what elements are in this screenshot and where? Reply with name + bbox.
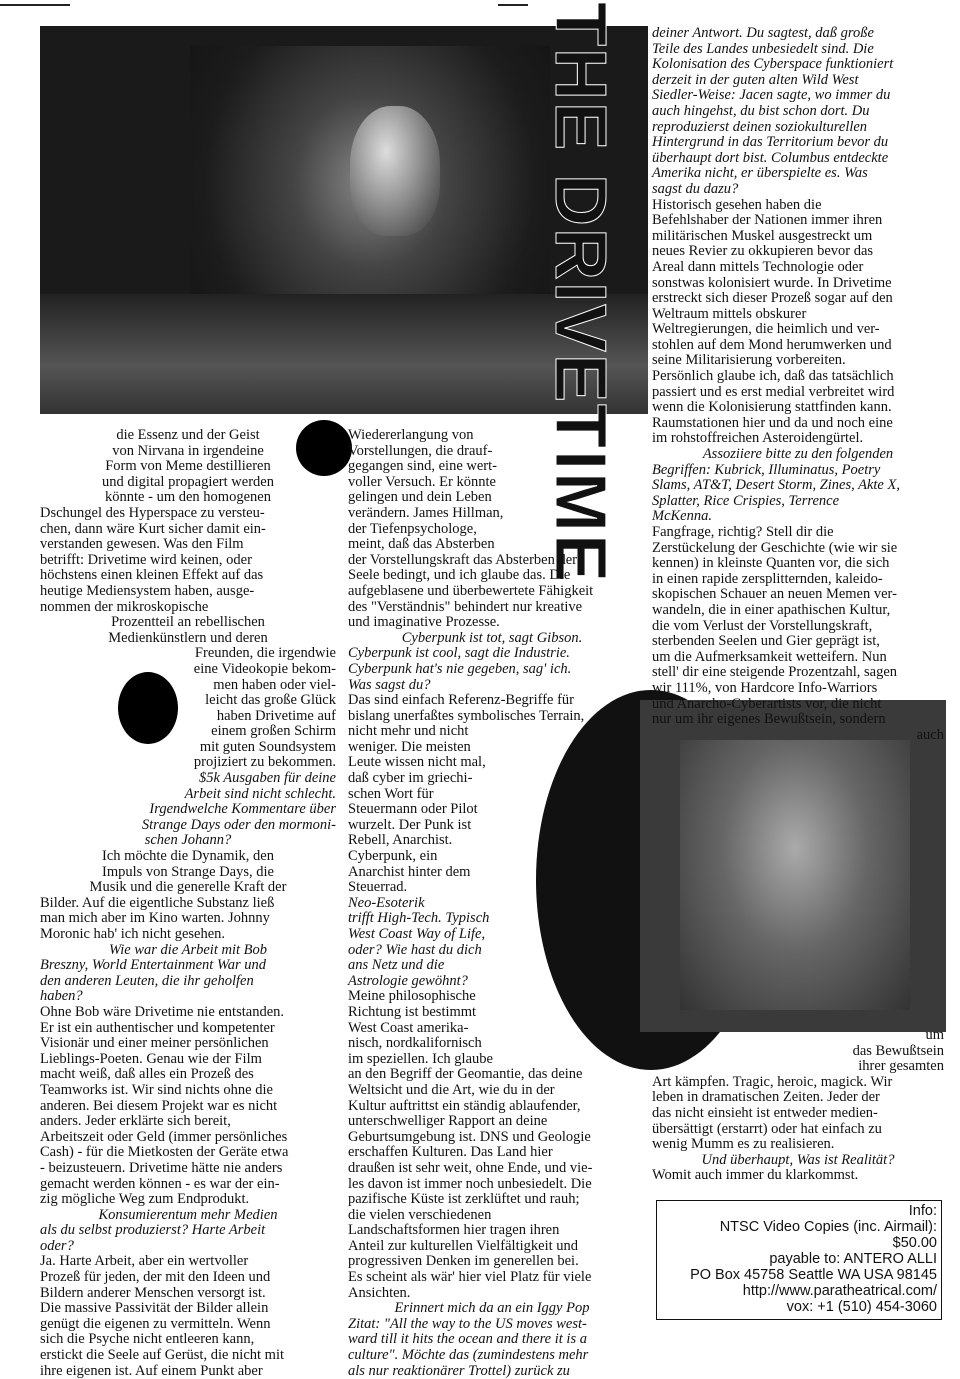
text-line: Raumstationen hier und da und noch eine: [652, 414, 893, 431]
info-price: $50.00: [892, 1235, 937, 1251]
text-line: des "Verständnis" behindert nur kreative: [348, 598, 583, 615]
info-website[interactable]: http://www.paratheatrical.com/: [742, 1283, 937, 1299]
text-line: Slams, AT&T, Desert Storm, Zines, Akte X,: [652, 477, 900, 494]
text-line: Arbeit sind nicht schlecht.: [184, 785, 336, 802]
text-line: Medienkünstlern und deren: [108, 629, 268, 646]
text-line: Geburtsumgebung ist. DNS und Geologie: [348, 1128, 591, 1145]
text-line: betrifft: Drivetime wird keinen, oder: [40, 551, 252, 568]
text-line: Fangfrage, richtig? Stell dir die: [652, 524, 834, 540]
text-line: den anderen Leuten, die ihr geholfen: [40, 972, 254, 989]
text-line: wurzelt. Der Punk ist: [348, 816, 472, 833]
text-line: progressiven Denken im generellen bei.: [348, 1253, 579, 1270]
text-line: ward till it hits the ocean and there it is a: [348, 1331, 587, 1348]
text-line: Moronic hab' ich nicht gesehen.: [40, 926, 226, 942]
text-line: aufgeblasene und überbewertete Fähigkeit: [348, 582, 594, 599]
text-line: Ohne Bob wäre Drivetime nie entstanden.: [40, 1003, 285, 1020]
text-line: Irgendwelche Kommentare über: [149, 801, 336, 818]
text-line: verstanden gewesen. Was den Film: [40, 536, 244, 553]
text-line: Richtung ist bestimmt: [348, 1003, 477, 1020]
info-phone: vox: +1 (510) 454-3060: [786, 1299, 937, 1315]
text-line: nommen der mikroskopische: [40, 598, 209, 615]
text-line: und imaginative Prozesse.: [348, 614, 500, 631]
text-line: gegangen sind, eine wert-: [348, 458, 497, 475]
text-line: Bildern anderer Menschen versorgt ist.: [40, 1284, 266, 1301]
text-line: Weltsicht und die Art, wie du in der: [348, 1081, 555, 1098]
text-line: Cyberpunk ist tot, sagt Gibson.: [401, 629, 583, 646]
text-line: Astrologie gewöhnt?: [348, 972, 468, 989]
text-line: Kultur auftrittst ein ständig ablaufender,: [348, 1097, 581, 1114]
text-line: haben?: [40, 988, 83, 1005]
text-line: meint, daß das Absterben: [348, 536, 495, 553]
text-line: Kolonisation des Cyberspace funktioniert: [652, 56, 894, 73]
text-line: erstreckt sich dieser Prozeß sogar auf den: [652, 290, 893, 307]
text-line: Cyberpunk ist cool, sagt die Industrie.: [348, 645, 570, 662]
text-line: schen Johann?: [144, 832, 232, 849]
text-line: Breszny, World Entertainment War und: [40, 957, 266, 974]
text-line: draußen ist sehr weit, ohne Ende, und vie-: [348, 1159, 593, 1176]
text-line: Dschungel des Hyperspace zu versteu-: [40, 504, 265, 521]
text-line: sterbenden Seelen und Gier geprägt ist,: [652, 633, 880, 650]
text-line: genügt die eigenen zu vermitteln. Wenn: [40, 1315, 271, 1332]
text-line: Wiedererlangung von: [348, 427, 474, 443]
text-line: Visionär und einer meiner persönlichen: [40, 1035, 269, 1052]
text-line: Cyberpunk, ein: [348, 848, 438, 865]
text-line: Es scheint als wär' hier viel Platz für viele: [348, 1269, 592, 1286]
text-line: wenn die Kolonisierung stattfinden kann.: [652, 399, 892, 416]
text-line: Splatter, Rice Crispies, Terrence: [652, 492, 840, 509]
text-line: Die massive Passivität der Bilder allein: [40, 1300, 269, 1317]
text-line: Art kämpfen. Tragic, heroic, magick. Wir: [652, 1073, 893, 1090]
text-line: reproduzierst deinen soziokulturellen: [652, 118, 868, 135]
text-line: Leute wissen nicht mal,: [348, 754, 486, 771]
text-line: bislang unerfaßtes symbolisches Terrain,: [348, 707, 585, 724]
text-line: stohlen auf dem Mond herumwerken und: [652, 336, 892, 353]
text-line: eine Videokopie bekom-: [193, 660, 336, 677]
text-line: Wie war die Arbeit mit Bob: [108, 941, 267, 958]
text-line: Impuls von Strange Days, die: [102, 863, 274, 880]
text-line: heutige Mediensystem haben, ausge-: [40, 582, 255, 599]
text-line: McKenna.: [652, 508, 712, 525]
text-line: Ich möchte die Dynamik, den: [102, 848, 274, 865]
text-line: Siedler-Weise: Jacen sagte, wo immer du: [652, 87, 891, 104]
column-right-bottom: [652, 1028, 944, 1184]
text-line: das nicht einsieht ist entweder medien-: [652, 1104, 878, 1121]
text-line: schen Wort für: [348, 785, 434, 802]
photo-head: [350, 106, 440, 236]
text-line: - beizusteuern. Drivetime hätte nie anders: [40, 1159, 283, 1176]
text-line: projiziert zu bekommen.: [193, 754, 336, 771]
photo-portrait-glow: [680, 740, 910, 1010]
text-line: im speziellen. Ich glaube: [348, 1050, 493, 1067]
text-line: sich die Psyche nicht entleeren kann,: [40, 1331, 255, 1348]
text-line: leicht das große Glück: [205, 692, 336, 709]
text-line: Und überhaupt, Was ist Realität?: [701, 1151, 895, 1168]
text-line: Weltregierungen, die heimlich und ver-: [652, 321, 880, 338]
text-line: oder? Wie hast du dich: [348, 941, 482, 958]
text-line: Bilder. Auf die eigentliche Substanz ließ: [40, 894, 275, 911]
column-middle: [348, 428, 636, 1379]
text-line: haben Drivetime auf: [216, 707, 336, 724]
text-line: Persönlich glaube ich, daß das tatsächlich: [652, 368, 894, 385]
page-title-text: THE DRIVETIME: [540, 1, 620, 585]
text-line: überhaupt dort bist. Columbus entdeckte: [652, 149, 889, 166]
text-line: seine Militarisierung vorbereiten.: [652, 352, 846, 369]
text-line: Konsumierentum mehr Medien: [98, 1206, 278, 1223]
text-line: Steuermann oder Pilot: [348, 801, 478, 818]
text-line: zig mögliche Weg zum Endprodukt.: [40, 1191, 250, 1208]
text-line: mit guten Soundsystem: [199, 738, 336, 755]
text-line: ihre eigenen ist. Auf einem Punkt aber: [40, 1362, 263, 1379]
text-line: Musik und die generelle Kraft der: [89, 879, 287, 896]
info-payable: payable to: ANTERO ALLI: [769, 1251, 937, 1267]
text-line: Meine philosophische: [348, 988, 476, 1005]
text-line: Rebell, Anarchist.: [348, 832, 453, 849]
text-line: Seele bedingt, und ich glaube das. Die: [348, 567, 571, 584]
text-line: Teamworks ist. Wir sind nichts ohne die: [40, 1081, 273, 1098]
text-line: Weltraum mittels obskurer: [652, 305, 807, 322]
text-line: übersättigt (erstarrt) oder hat einfach zu: [652, 1120, 882, 1137]
text-line: Steuerrad.: [348, 879, 408, 896]
text-line: Befehlshaber der Nationen immer ihren: [652, 212, 883, 229]
text-line: die vielen verschiedenen: [348, 1206, 492, 1223]
text-line: ans Netz und die: [348, 957, 445, 974]
text-line: leben in dramatischen Zeiten. Jeder der: [652, 1089, 880, 1106]
text-line: anders. Jeder erklärte sich bereit,: [40, 1113, 231, 1130]
text-line: Form von Meme destillieren: [105, 458, 271, 475]
text-line: skopischen Schauer an neuen Memen ver-: [652, 586, 897, 603]
text-line: Erinnert mich da an ein Iggy Pop: [394, 1300, 590, 1317]
top-rule-left: [0, 4, 70, 6]
text-line: Neo-Esoterik: [348, 894, 425, 911]
text-line: Areal dann mittels Technologie oder: [652, 258, 864, 275]
text-line: einem großen Schirm: [211, 723, 336, 740]
text-line: trifft High-Tech. Typisch: [348, 910, 490, 927]
text-line: men haben oder viel-: [213, 676, 336, 693]
text-line: im rohstoffreichen Asteroidengürtel.: [652, 430, 864, 447]
photo-portrait: [640, 700, 946, 1032]
text-line: nur um ihr eigenes Bewußtsein, sondern: [652, 711, 886, 728]
text-line: um: [925, 1027, 944, 1043]
text-line: West Coast Way of Life,: [348, 926, 486, 942]
text-line: Amerika nicht, er überspielte es. Was: [652, 165, 868, 182]
text-line: unterschwelliger Rapport an deine: [348, 1113, 548, 1130]
text-line: auch: [916, 726, 944, 743]
top-rule-mid: [498, 4, 528, 6]
text-line: wir 111%, von Hardcore Info-Warriors: [652, 679, 878, 696]
text-line: oder?: [40, 1237, 74, 1254]
text-line: verändern. James Hillman,: [348, 504, 504, 521]
text-line: passiert und es erst medial verbreitet wird: [652, 383, 895, 400]
text-line: Ansichten.: [348, 1284, 411, 1301]
text-line: wandeln, die in einer apathischen Kultur,: [652, 601, 891, 618]
text-line: von Nirvana in irgendeine: [112, 442, 264, 459]
text-line: Vorstellungen, die drauf-: [348, 442, 493, 459]
text-line: stell' dir eine steigende Prozentzahl, sagen: [652, 664, 897, 681]
text-line: daß cyber im griechi-: [348, 770, 473, 787]
text-line: die vom Verlust der Vorstellungskraft,: [652, 617, 873, 634]
text-line: das Bewußtsein: [852, 1042, 944, 1059]
text-line: weniger. Die meisten: [348, 738, 471, 755]
column-left: [40, 428, 336, 1379]
text-line: der Vorstellungskraft das Absterben der: [348, 551, 577, 568]
text-line: Arbeitszeit oder Geld (immer persönliches: [40, 1128, 288, 1145]
text-line: pazifische Küste ist zerklüftet und rauh;: [348, 1191, 580, 1208]
text-line: Das sind einfach Referenz-Begriffe für: [348, 692, 574, 709]
text-line: erstickt die Seele auf Gerüst, die nicht mit: [40, 1347, 285, 1364]
text-line: Begriffen: Kubrick, Illuminatus, Poetry: [652, 461, 881, 478]
text-line: sonstwas kolonisiert wurde. In Drivetime: [652, 274, 892, 291]
text-line: ihrer gesamten: [858, 1058, 944, 1075]
text-line: wenig Mumm es zu realisieren.: [652, 1136, 835, 1153]
text-line: nicht mehr und nicht: [348, 723, 469, 740]
text-line: um die Aufmerksamkeit wetteifern. Nun: [652, 648, 887, 665]
text-line: Strange Days oder den mormoni-: [141, 816, 336, 833]
text-line: auch hingehst, du bist schon dort. Du: [652, 102, 870, 119]
info-box: [656, 1200, 942, 1320]
text-line: neues Revier zu okkupieren bevor das: [652, 243, 874, 260]
text-line: les davon ist immer noch unbesiedelt. Die: [348, 1175, 592, 1192]
text-line: gemacht werden können - es war der ein-: [40, 1175, 280, 1192]
text-line: $5k Ausgaben für deine: [198, 770, 336, 787]
text-line: Was sagst du?: [348, 676, 431, 693]
text-line: der Tiefenpsychologe,: [348, 520, 477, 537]
text-line: als nur reaktionärer Trottel) zurück zu: [348, 1362, 570, 1379]
text-line: Er ist ein authentischer und kompetenter: [40, 1019, 275, 1036]
text-line: militärischen Muskel ausgestreckt um: [652, 227, 873, 244]
top-rule: [0, 0, 960, 14]
text-line: Womit auch immer du klarkommst.: [652, 1167, 859, 1184]
text-line: die Essenz und der Geist: [116, 427, 260, 443]
text-line: chen, dann wäre Kurt sicher damit ein-: [40, 520, 266, 537]
text-line: an den Begriff der Geomantie, das deine: [348, 1066, 583, 1083]
column-right-top: [652, 26, 944, 743]
text-line: Hintergrund in das Territorium bevor du: [652, 134, 889, 151]
text-line: Teile des Landes unbesiedelt sind. Die: [652, 40, 874, 57]
text-line: Prozentteil an rebellischen: [111, 614, 265, 631]
text-line: Freunden, die irgendwie: [194, 645, 336, 662]
text-line: Historisch gesehen haben die: [652, 196, 822, 213]
text-line: Cyberpunk hat's nie gegeben, sag' ich.: [348, 660, 572, 677]
text-line: Anarchist hinter dem: [348, 863, 471, 880]
text-line: Prozeß für jeden, der mit den Ideen und: [40, 1269, 271, 1286]
text-line: Zitat: "All the way to the US moves west-: [348, 1315, 587, 1332]
text-line: nisch, nordkalifornisch: [348, 1035, 482, 1052]
text-line: derzeit in der guten alten Wild West: [652, 71, 859, 88]
text-line: und Anarcho-Cyberartists vor, die nicht: [652, 695, 882, 712]
text-line: in einen rapide zersplitternden, kaleido-: [652, 570, 883, 587]
text-line: Lieblings-Poeten. Genau wie der Film: [40, 1050, 262, 1067]
text-line: erschaffen Kulturen. Das Land hier: [348, 1144, 553, 1161]
text-line: man mich aber im Kino warten. Johnny: [40, 910, 270, 927]
text-line: könnte - um den homogenen: [105, 489, 271, 506]
text-line: culture". Möchte das (zumindestens mehr: [348, 1347, 589, 1364]
text-line: Zerstückelung der Geschichte (wie wir sie: [652, 539, 898, 556]
text-line: und digital propagiert werden: [102, 473, 274, 490]
text-line: gelingen und dein Leben: [348, 489, 492, 506]
text-line: Anteil zur kulturellen Vielfältigkeit und: [348, 1237, 578, 1254]
text-line: West Coast amerika-: [348, 1019, 469, 1036]
text-line: voller Versuch. Er könnte: [348, 473, 496, 490]
info-heading: Info:: [908, 1203, 937, 1219]
text-line: höchstens einen kleinen Effekt auf das: [40, 567, 264, 584]
info-price-label: NTSC Video Copies (inc. Airmail):: [719, 1219, 937, 1235]
text-line: kennen) in kleinste Quanten vor, die sich: [652, 555, 890, 572]
text-line: sagst du dazu?: [652, 180, 739, 197]
info-address: PO Box 45758 Seattle WA USA 98145: [690, 1267, 937, 1283]
text-line: Landschaftsformen hier tragen ihren: [348, 1222, 560, 1239]
text-line: Assoziiere bitte zu den folgenden: [702, 446, 894, 463]
text-line: deiner Antwort. Du sagtest, daß große: [652, 25, 874, 41]
text-line: Cash) - für die Mietkosten der Geräte etwa: [40, 1144, 289, 1161]
text-line: macht weiß, daß alles ein Prozeß des: [40, 1066, 254, 1083]
text-line: als du selbst produzierst? Harte Arbeit: [40, 1222, 266, 1239]
text-line: anderen. Bei diesem Projekt war es nicht: [40, 1097, 278, 1114]
text-line: Ja. Harte Arbeit, aber ein wertvoller: [40, 1253, 249, 1270]
